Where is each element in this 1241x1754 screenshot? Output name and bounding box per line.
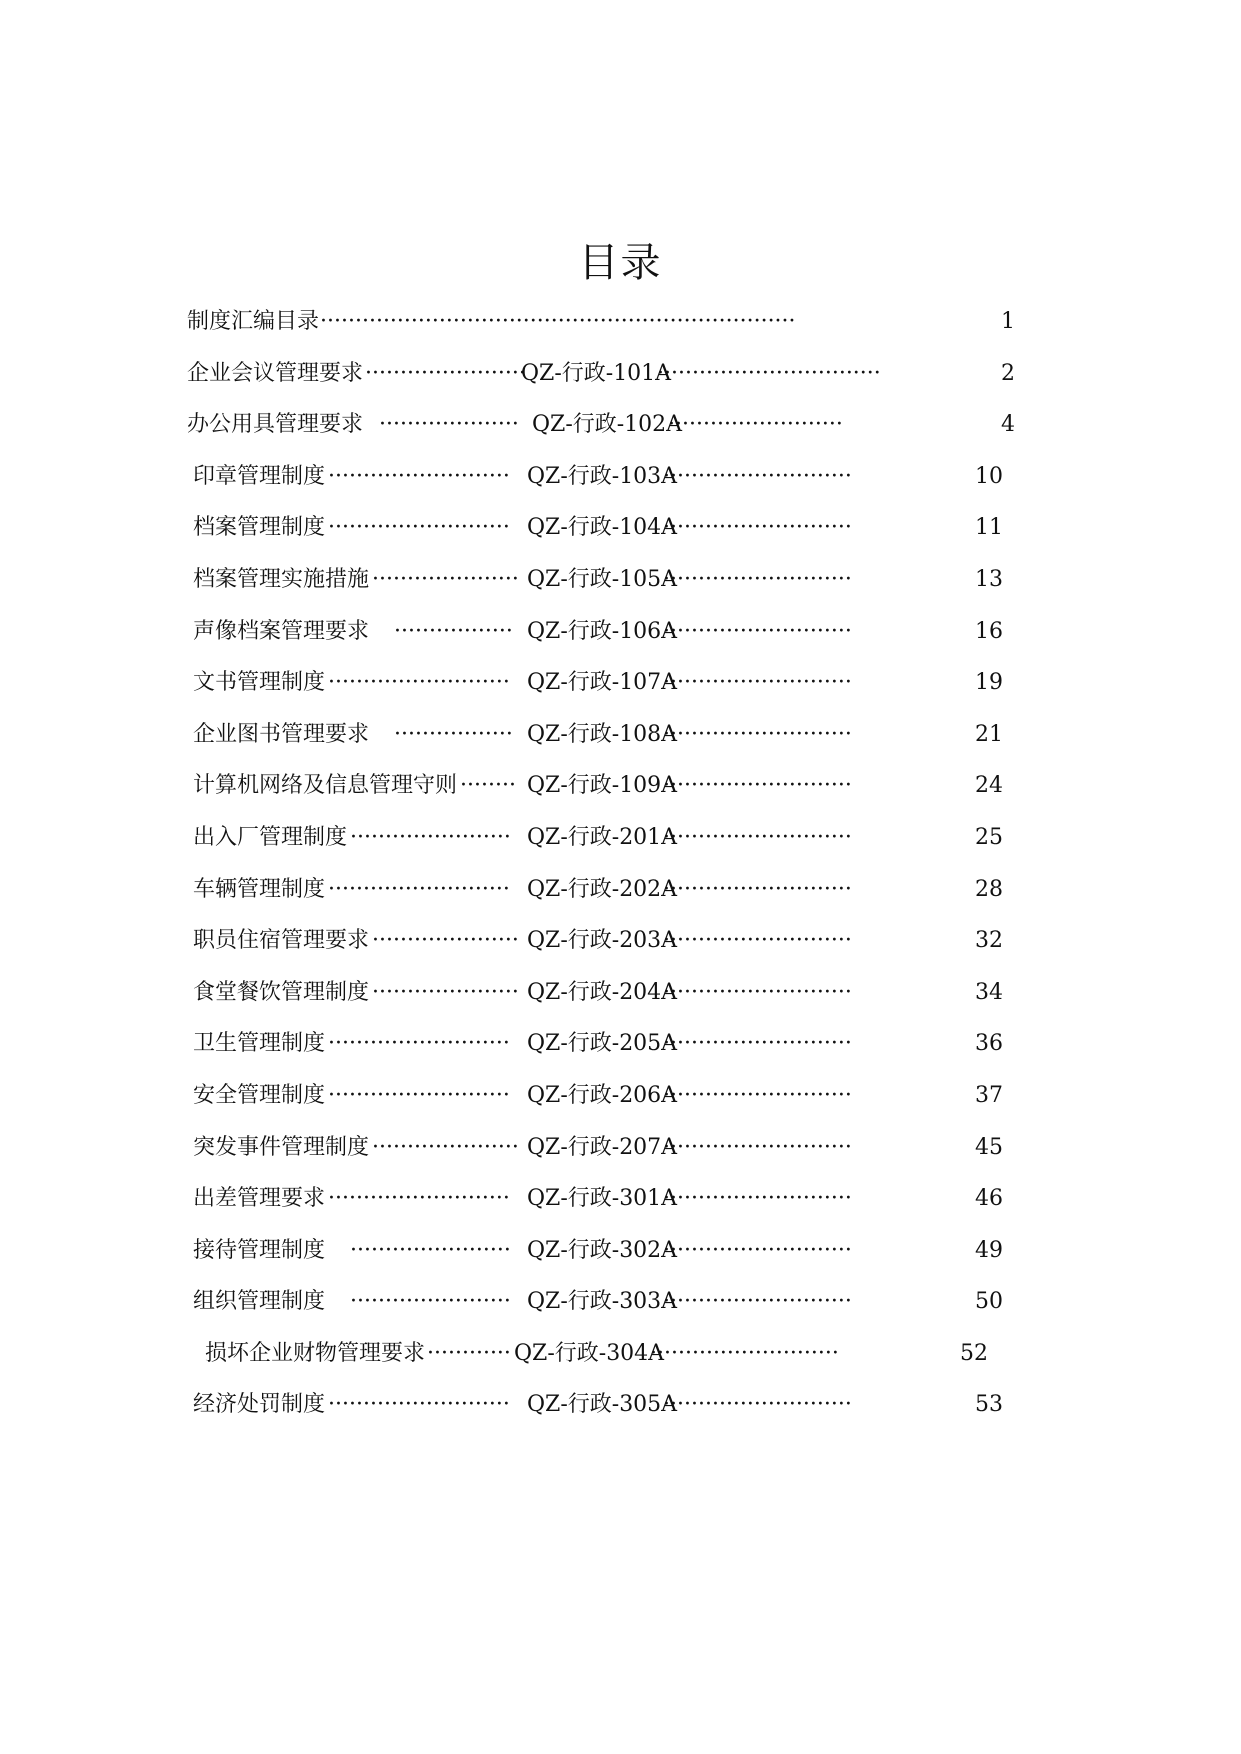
document-code: QZ-行政-301A [527,1186,678,1212]
page-number: 10 [975,463,1003,489]
document-code: QZ-行政-305A [527,1392,678,1418]
toc-entry[interactable] [0,766,1241,818]
dot-leader: ··························· [650,1340,839,1366]
toc-entry[interactable] [0,921,1241,973]
document-code: QZ-行政-303A [527,1289,678,1315]
page-number: 21 [975,721,1003,747]
document-code: QZ-行政-302A [527,1237,678,1263]
toc-entry[interactable] [0,1334,1241,1386]
entry-title: 办公用具管理要求 [187,412,364,438]
page-number: 1 [1001,309,1015,334]
dot-leader: ·························· [328,1031,510,1057]
dot-leader: ············ [427,1340,511,1366]
toc-entry[interactable] [0,302,1241,354]
dot-leader: ·························· [328,515,510,541]
dot-leader: ··························· [663,928,852,954]
entry-title: 损坏企业财物管理要求 [205,1340,426,1366]
dot-leader: ·························· [328,670,510,696]
page-number: 28 [975,876,1003,902]
dot-leader: ····················· [372,979,519,1005]
document-code: QZ-行政-101A [521,360,672,386]
page-number: 36 [975,1031,1003,1057]
dot-leader: ··························· [663,824,852,850]
dot-leader: ··························· [663,773,852,799]
toc-entry[interactable] [0,508,1241,560]
page-number: 50 [975,1289,1003,1315]
dot-leader: ······················· [350,824,511,850]
table-of-contents [0,302,1241,1437]
dot-leader: ··························· [663,876,852,902]
dot-leader: ····················· [372,566,519,592]
page-number: 24 [975,773,1003,799]
dot-leader: ·························· [328,1392,510,1418]
toc-entry[interactable] [0,973,1241,1025]
toc-entry[interactable] [0,1231,1241,1283]
page-number: 19 [975,670,1003,696]
dot-leader: ··························· [663,1186,852,1212]
document-code: QZ-行政-205A [527,1031,678,1057]
entry-title: 职员住宿管理要求 [193,928,370,954]
document-code: QZ-行政-206A [527,1082,678,1108]
dot-leader: ······················· [350,1289,511,1315]
toc-entry[interactable] [0,612,1241,664]
document-code: QZ-行政-105A [527,566,678,592]
dot-leader: ········ [460,773,516,799]
page-number: 13 [975,566,1003,592]
entry-title: 出差管理要求 [193,1186,326,1212]
toc-entry[interactable] [0,405,1241,457]
dot-leader: ··························· [663,1031,852,1057]
entry-title: 接待管理制度 [193,1237,326,1263]
dot-leader: ··························· [663,1082,852,1108]
dot-leader: ··························· [663,566,852,592]
entry-title: 突发事件管理制度 [193,1134,370,1160]
entry-title: 食堂餐饮管理制度 [193,979,370,1005]
document-code: QZ-行政-104A [527,515,678,541]
page-number: 34 [975,979,1003,1005]
dot-leader: ······················· [350,1237,511,1263]
entry-title: 卫生管理制度 [193,1031,326,1057]
dot-leader: ································ [657,360,881,386]
document-code: QZ-行政-201A [527,824,678,850]
document-code: QZ-行政-204A [527,979,678,1005]
toc-entry[interactable] [0,1385,1241,1437]
document-code: QZ-行政-304A [514,1340,665,1366]
dot-leader: ·························· [328,463,510,489]
document-code: QZ-行政-102A [532,412,683,438]
dot-leader: ·························· [328,1186,510,1212]
entry-title: 制度汇编目录 [187,309,320,334]
dot-leader: ···················· [379,412,519,438]
dot-leader: ··························· [663,979,852,1005]
document-code: QZ-行政-203A [527,928,678,954]
toc-entry[interactable] [0,1282,1241,1334]
dot-leader: ··························· [663,618,852,644]
page-number: 53 [975,1392,1003,1418]
dot-leader: ··························· [663,670,852,696]
entry-title: 印章管理制度 [193,463,326,489]
toc-entry[interactable] [0,457,1241,509]
entry-title: 组织管理制度 [193,1289,326,1315]
page-number: 4 [1001,412,1015,438]
toc-entry[interactable] [0,1128,1241,1180]
toc-entry[interactable] [0,1179,1241,1231]
toc-entry[interactable] [0,715,1241,767]
page-number: 25 [975,824,1003,850]
dot-leader: ··························· [663,1392,852,1418]
dot-leader: ·························· [328,876,510,902]
entry-title: 企业图书管理要求 [193,721,370,747]
entry-title: 档案管理制度 [193,515,326,541]
dot-leader: ························· [668,412,843,438]
page-number: 46 [975,1186,1003,1212]
document-code: QZ-行政-202A [527,876,678,902]
entry-title: 企业会议管理要求 [187,360,364,386]
dot-leader: ···································································· [320,309,796,334]
page-number: 45 [975,1134,1003,1160]
dot-leader: ··························· [663,1289,852,1315]
page-number: 37 [975,1082,1003,1108]
page-number: 11 [975,515,1003,541]
page-title: 目录 [578,240,663,286]
entry-title: 文书管理制度 [193,670,326,696]
dot-leader: ··························· [663,1134,852,1160]
entry-title: 计算机网络及信息管理守则 [193,773,458,799]
toc-entry[interactable] [0,1076,1241,1128]
toc-entry[interactable] [0,870,1241,922]
document-code: QZ-行政-207A [527,1134,678,1160]
dot-leader: ················· [394,618,513,644]
dot-leader: ··························· [663,721,852,747]
entry-title: 车辆管理制度 [193,876,326,902]
dot-leader: ······················· [365,360,526,386]
page-number: 32 [975,928,1003,954]
entry-title: 经济处罚制度 [193,1392,326,1418]
entry-title: 安全管理制度 [193,1082,326,1108]
entry-title: 声像档案管理要求 [193,618,370,644]
dot-leader: ··························· [663,1237,852,1263]
page-number: 16 [975,618,1003,644]
page-number: 52 [960,1340,988,1366]
page-number: 2 [1001,360,1015,386]
entry-title: 档案管理实施措施 [193,566,370,592]
toc-entry[interactable] [0,1024,1241,1076]
dot-leader: ··························· [663,463,852,489]
toc-entry[interactable] [0,663,1241,715]
toc-entry[interactable] [0,354,1241,406]
document-code: QZ-行政-103A [527,463,678,489]
page-number: 49 [975,1237,1003,1263]
dot-leader: ····················· [372,1134,519,1160]
toc-entry[interactable] [0,818,1241,870]
dot-leader: ····················· [372,928,519,954]
toc-entry[interactable] [0,560,1241,612]
document-code: QZ-行政-109A [527,773,678,799]
document-code: QZ-行政-108A [527,721,678,747]
dot-leader: ················· [394,721,513,747]
document-code: QZ-行政-106A [527,618,678,644]
document-code: QZ-行政-107A [527,670,678,696]
entry-title: 出入厂管理制度 [193,824,348,850]
dot-leader: ··························· [663,515,852,541]
dot-leader: ·························· [328,1082,510,1108]
